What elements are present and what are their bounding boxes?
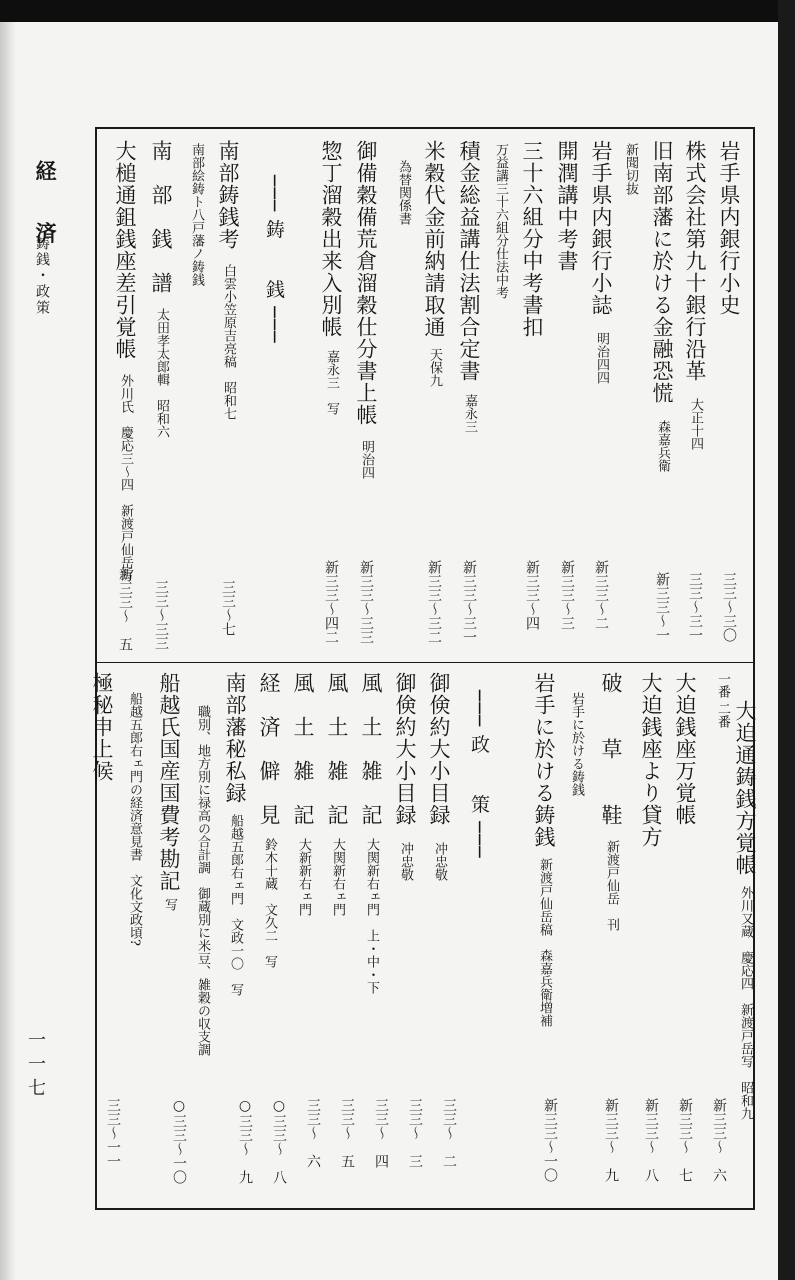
- entry-title: 船越氏国産国費考勘記: [157, 672, 181, 892]
- entry-title: 風 土 雑 記: [291, 672, 315, 826]
- list-item: [600, 672, 621, 931]
- entry-annotation: 大関新右ェ門 上・中・下: [364, 838, 379, 994]
- call-number: 新三三〜三二: [426, 560, 442, 644]
- entry-title: 風 土 雑 記: [325, 672, 349, 826]
- list-item: [292, 672, 313, 916]
- list-item: [355, 140, 376, 479]
- list-item: [521, 140, 542, 338]
- entry-title: 経 済 僻 見: [257, 672, 281, 826]
- entry-annotation: 大新新右ェ門: [296, 838, 311, 916]
- call-number: 新三三〜 五: [117, 567, 133, 651]
- call-number: 三三〜 六: [305, 1098, 321, 1168]
- list-item: [734, 700, 755, 1120]
- call-number: 新三三〜 九: [603, 1098, 619, 1182]
- entry-title: 岩手に於ける鋳銭: [532, 672, 556, 848]
- entry-annotation: 冲忠敬: [432, 842, 447, 881]
- entry-note: 新聞切抜: [623, 143, 638, 195]
- entry-title: 開潤講中考書: [555, 140, 579, 272]
- entry-title: 惣丁溜穀出来入別帳: [319, 140, 343, 338]
- call-number: ○三三〜 八: [271, 1098, 287, 1184]
- entry-annotation: 天保九: [427, 348, 442, 387]
- entry-title: 大槌通鉏銭座差引覚帳: [113, 140, 137, 360]
- entry-annotation: 外川氏 慶応三〜四 新渡戸仙岳写: [118, 374, 133, 582]
- call-number: 三三〜 四: [373, 1098, 389, 1168]
- call-number: 三三〜三一: [687, 572, 703, 642]
- list-item: [150, 140, 171, 438]
- entry-title: 御倹約大小目録: [393, 672, 417, 826]
- call-number: 新三三〜三一: [461, 560, 477, 644]
- call-number: 三三〜 二: [441, 1098, 457, 1168]
- page-gutter-shadow: [0, 22, 16, 1280]
- call-number: 新三三〜 七: [677, 1098, 693, 1182]
- list-item: [590, 140, 611, 384]
- entry-annotation: 白雲小笠原吉亮稿 昭和七: [221, 264, 236, 420]
- call-number: 三三〜三〇: [721, 572, 737, 642]
- list-item: [428, 672, 449, 881]
- list-item: [458, 140, 479, 433]
- call-number: 新三三〜一: [654, 572, 670, 642]
- list-item: [258, 672, 279, 968]
- entry-annotation: 太田孝太郎輯 昭和六: [154, 308, 169, 438]
- list-item: [114, 140, 135, 582]
- list-item: [326, 672, 347, 916]
- list-item: [640, 672, 661, 848]
- list-item: [556, 140, 577, 272]
- entry-note: 船越五郎右ェ門の経済意見書 文化文政頃?: [127, 692, 142, 946]
- entry-title: 岩手県内銀行小誌: [589, 140, 613, 316]
- section-heading-seisaku: ─── 政 策 ───: [468, 690, 490, 859]
- entry-annotation: 船越五郎右ェ門 文政一〇 写: [228, 814, 243, 996]
- call-number: 三三〜 五: [339, 1098, 355, 1168]
- call-number: 三三〜七: [220, 580, 236, 636]
- list-item: [224, 672, 245, 996]
- entry-title: 三十六組分中考書扣: [520, 140, 544, 338]
- entry-title: 南 部 銭 譜: [149, 140, 173, 294]
- entry-annotation: 冲忠敬: [398, 842, 413, 881]
- list-item: [718, 140, 739, 316]
- list-item: [674, 672, 695, 826]
- list-item: [320, 140, 341, 415]
- list-item: [394, 672, 415, 881]
- entry-title: 風 土 雑 記: [359, 672, 383, 826]
- call-number: 新三三〜 六: [711, 1098, 727, 1182]
- entry-number: 一番 二番: [715, 672, 730, 729]
- call-number: 三三〜 三: [407, 1098, 423, 1168]
- call-number: 新三三〜二: [593, 560, 609, 630]
- call-number: 三三〜一一: [105, 1098, 121, 1168]
- entry-annotation: 新渡戸仙岳稿 森嘉兵衛増補: [537, 858, 552, 1027]
- call-number: 新三三〜三三: [358, 560, 374, 644]
- call-number: 三三〜三三: [153, 580, 169, 650]
- entry-title: 御備穀備荒倉溜穀仕分書上帳: [354, 140, 378, 426]
- entry-title: 株式会社第九十銀行沿革: [683, 140, 707, 382]
- call-number: ○三三〜一〇: [171, 1098, 187, 1184]
- entry-title: 米穀代金前納請取通: [422, 140, 446, 338]
- frame-divider: [95, 662, 755, 663]
- call-number: 新三三〜三: [559, 560, 575, 630]
- list-item: [684, 140, 705, 450]
- scan-right-border: [778, 0, 795, 1280]
- entry-title: 南部藩秘私録: [223, 672, 247, 804]
- entry-annotation: 写: [162, 898, 177, 911]
- entry-title: 岩手県内銀行小史: [717, 140, 741, 316]
- list-item: [423, 140, 444, 387]
- call-number: 新三三〜 八: [643, 1098, 659, 1182]
- entry-title: 破 草 鞋: [599, 672, 623, 826]
- entry-annotation: 大正十四: [688, 398, 703, 450]
- entry-title: 極秘申上候: [90, 672, 114, 782]
- entry-title: 旧南部藩に於ける金融恐慌: [650, 140, 674, 404]
- entry-annotation: 明治四: [359, 440, 374, 479]
- entry-annotation: 嘉永三 写: [324, 350, 339, 415]
- running-head-title: 経 済: [33, 160, 58, 253]
- list-item: [91, 672, 112, 782]
- call-number: ○三三〜 九: [237, 1098, 253, 1184]
- call-number: 新三三〜四二: [323, 560, 339, 644]
- entry-title: 御倹約大小目録: [427, 672, 451, 826]
- entry-title: 大迫通鋳銭方覚帳: [733, 700, 757, 876]
- list-item: [533, 672, 554, 1027]
- entry-note: 岩手に於ける鋳銭: [569, 692, 584, 796]
- call-number: 新三三〜四: [524, 560, 540, 630]
- entry-title: 積金総益講仕法割合定書: [457, 140, 481, 382]
- scan-top-border: [0, 0, 795, 22]
- running-head-subtitle: 鋳銭・政策: [34, 236, 50, 316]
- section-heading-chusen: ─── 鋳 銭 ───: [263, 175, 285, 344]
- entry-annotation: 嘉永三: [462, 394, 477, 433]
- entry-note: 為替関係書: [396, 160, 411, 225]
- entry-annotation: 森嘉兵衛: [655, 420, 670, 472]
- entry-note: 万益講三十六組分仕法中考: [493, 143, 508, 299]
- list-item: [651, 140, 672, 472]
- entry-title: 大迫銭座より貸方: [639, 672, 663, 848]
- entry-annotation: 外川又蔵 慶応四 新渡戸岳写 昭和九: [738, 886, 753, 1120]
- entry-title: 南部鋳銭考: [216, 140, 240, 250]
- list-item: [217, 140, 238, 420]
- page-number: 一一七: [25, 1030, 46, 1102]
- entry-note: 職別、地方別に禄高の合計調 御蔵別に米豆、雑穀の収支調: [195, 705, 210, 1056]
- call-number: 新三三〜一〇: [542, 1098, 558, 1182]
- entry-annotation: 鈴木十蔵 文久二 写: [262, 838, 277, 968]
- entry-title: 大迫銭座万覚帳: [673, 672, 697, 826]
- entry-annotation: 大関新右ェ門: [330, 838, 345, 916]
- entry-note: 南部絵鋳ト八戸藩ノ鋳銭: [189, 143, 204, 286]
- entry-annotation: 明治四四: [594, 332, 609, 384]
- list-item: [158, 672, 179, 911]
- entry-annotation: 新渡戸仙岳 刊: [604, 840, 619, 931]
- list-item: [360, 672, 381, 994]
